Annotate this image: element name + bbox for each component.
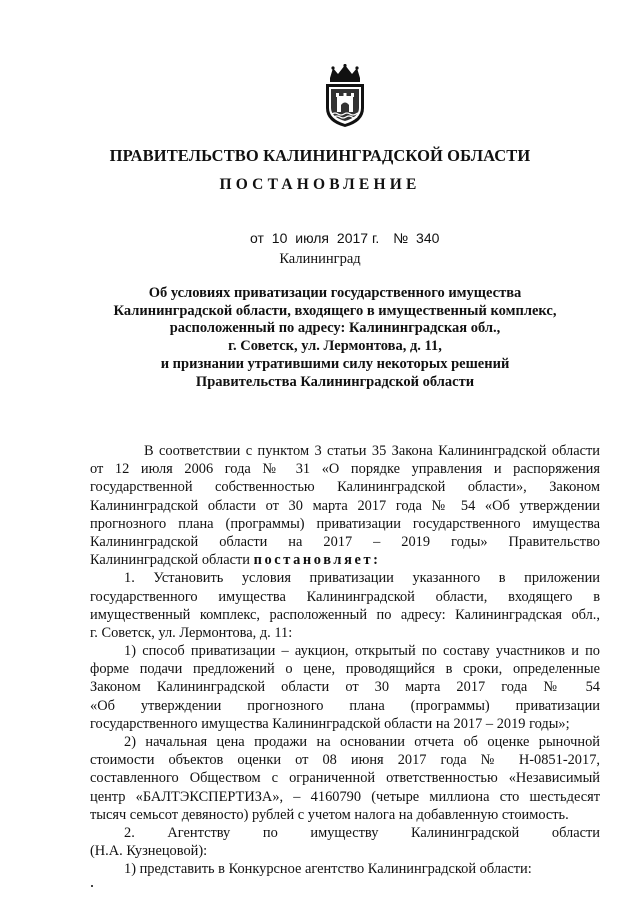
heading-line: Об условиях приватизации государственного имущества <box>148 285 522 301</box>
body-line: В соответствии с пунктом 3 статьи 35 Закона Калининградской области <box>144 443 600 459</box>
resolves-keyword: постановляет: <box>253 552 381 569</box>
date-prefix: от <box>250 230 264 246</box>
heading-line: Правительства Калининградской области <box>195 373 475 390</box>
body-line: Калининградской области от 30 марта 2017 года № 54 «Об утверждении <box>90 497 600 514</box>
document-body <box>90 442 600 879</box>
body-line: стоимости объектов оценки от 08 июня 2017 года № Н-0851-2017, <box>90 752 600 769</box>
heading-line: Калининградской области, входящего в имущественный комплекс, <box>113 302 557 319</box>
document-type: ПОСТАНОВЛЕНИЕ <box>219 176 421 193</box>
body-line: форме подачи предложений о цене, проводящийся в сроки, определенные <box>90 661 600 678</box>
government-title: ПРАВИТЕЛЬСТВО КАЛИНИНГРАДСКОЙ ОБЛАСТИ <box>109 146 531 165</box>
date-month: июля <box>295 230 330 246</box>
body-line: г. Советск, ул. Лермонтова, д. 11: <box>90 624 293 641</box>
number-sign: № <box>393 230 409 246</box>
body-line: Калининградской области на 2017 – 2019 годы» Правительство <box>90 533 600 550</box>
body-line: составленного Обществом с ограниченной ответственностью «Независимый <box>90 770 600 787</box>
body-line: 2. Агентству по имуществу Калининградской области <box>124 824 600 841</box>
body-line: 1. Установить условия приватизации указанного в приложении <box>124 570 600 587</box>
body-line: «Об утверждении прогнозного плана (программы) приватизации <box>90 697 600 714</box>
body-line: центр «БАЛТЭКСПЕРТИЗА», – 4160790 (четыре миллиона сто шестьдесят <box>90 788 600 805</box>
date-year: 2017 г. <box>336 230 380 246</box>
body-line: Законом Калининградской области от 30 марта 2017 года № 54 <box>90 679 600 696</box>
document-heading <box>70 285 600 391</box>
city: Калининград <box>279 251 361 267</box>
body-line: от 12 июля 2006 года № 31 «О порядке управления и распоряжения <box>90 461 600 478</box>
kaliningrad-coat-of-arms-icon <box>322 64 368 128</box>
scan-speck <box>91 885 93 887</box>
body-line: прогнозного плана (программы) приватизации государственного имущества <box>90 515 600 532</box>
body-line: государственной собственностью Калининградской области», Законом <box>90 479 600 496</box>
body-line: 1) представить в Конкурсное агентство Калининградской области: <box>124 861 532 878</box>
body-line: государственного имущества Калининградской области на 2017 – 2019 годы»; <box>90 715 570 732</box>
body-line: (Н.А. Кузнецовой): <box>90 843 208 860</box>
heading-line: г. Советск, ул. Лермонтова, д. 11, <box>228 338 442 355</box>
document-number: 340 <box>416 230 440 246</box>
body-line: 1) способ приватизации – аукцион, открытый по составу участников и по <box>124 643 600 660</box>
date-day: 10 <box>271 230 288 246</box>
body-line: имущественный комплекс, расположенный по адресу: Калининградская обл., <box>90 606 600 623</box>
heading-line: и признании утратившими силу некоторых решений <box>160 355 510 372</box>
body-line-part: Калининградской области <box>90 552 250 569</box>
body-line <box>90 551 600 569</box>
date-line <box>250 230 443 246</box>
body-line: тысяч семьсот девяносто) рублей с учетом налога на добавленную стоимость. <box>90 806 569 823</box>
body-line: государственного имущества Калининградской области, входящего в <box>90 588 600 605</box>
body-line: 2) начальная цена продажи на основании отчета об оценке рыночной <box>124 734 600 750</box>
heading-line: расположенный по адресу: Калининградская обл., <box>169 320 501 337</box>
